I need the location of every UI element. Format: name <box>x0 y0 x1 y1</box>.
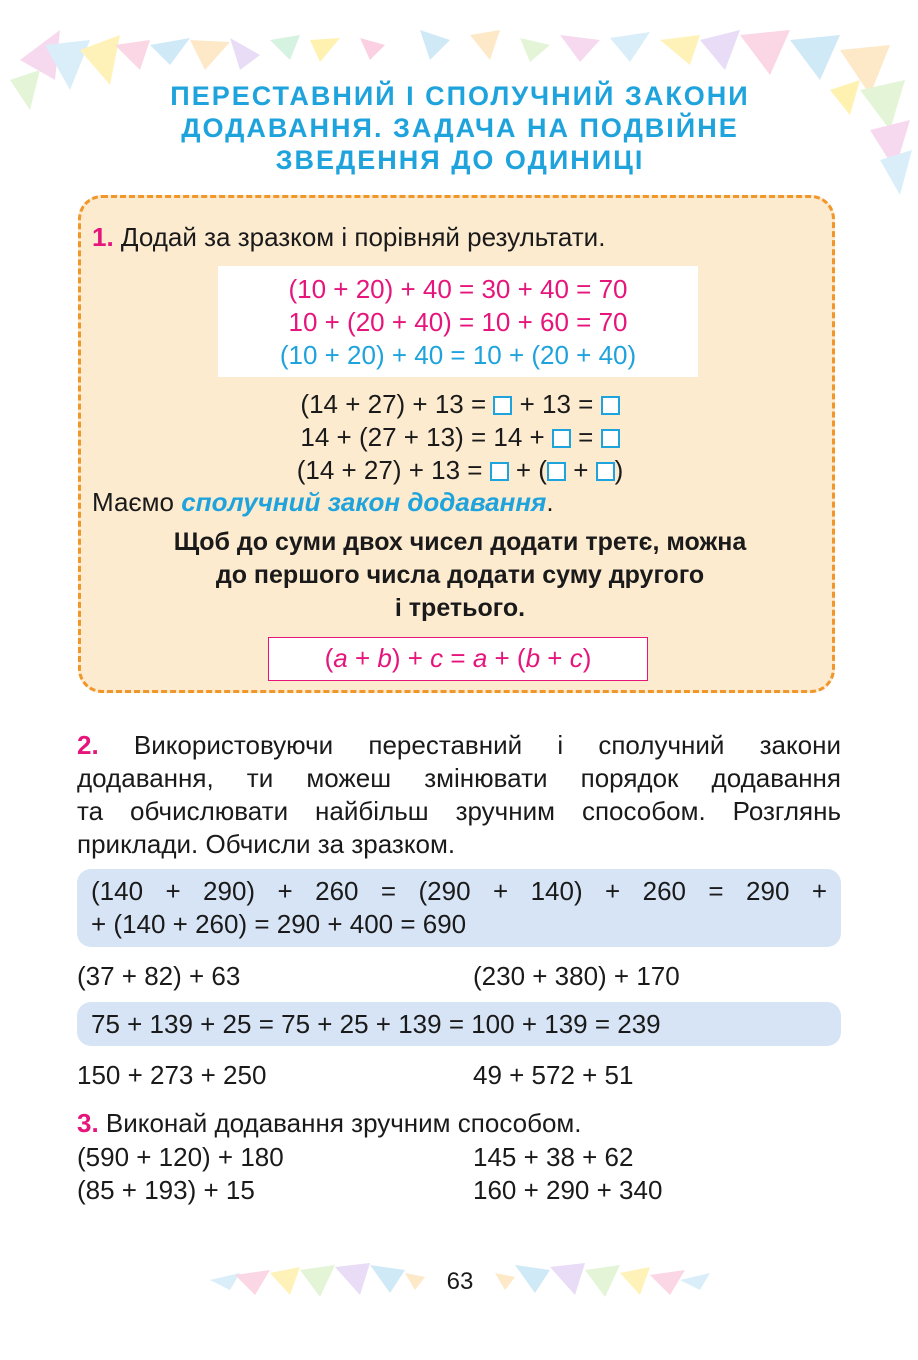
equation-2 <box>90 421 830 454</box>
task-2-line-4: приклади. Обчисли за зразком. <box>77 829 456 859</box>
rule-line-3: і третього. <box>394 594 526 622</box>
answer-box[interactable] <box>601 429 620 448</box>
law-statement <box>92 487 554 518</box>
task-2-line-1: 2. Використовуючи переставний і сполучний закони <box>77 730 841 760</box>
law-name: сполучний закон додавання <box>181 487 547 517</box>
example-1-line-1: (140 + 290) + 260 = (290 + 140) + 260 = 290 + <box>91 876 827 906</box>
equation-3-part-b: + ( <box>508 455 547 485</box>
exercise-2-d: 49 + 572 + 51 <box>473 1060 634 1090</box>
sample-line-3: (10 + 20) + 40 = 10 + (20 + 40) <box>279 340 637 370</box>
task-1-heading <box>92 222 605 253</box>
task-1-sample <box>218 266 698 377</box>
task-2-text <box>77 729 841 861</box>
exercise-3-a: (590 + 120) + 180 <box>77 1142 284 1172</box>
equation-1-part-b: + 13 = <box>512 389 601 419</box>
exercise-2-a: (37 + 82) + 63 <box>77 961 241 991</box>
answer-box[interactable] <box>601 396 620 415</box>
law-prefix: Маємо <box>92 487 182 517</box>
example-1-line-2: + (140 + 260) = 290 + 400 = 690 <box>91 909 467 939</box>
exercise-3-d: 160 + 290 + 340 <box>473 1175 663 1205</box>
sample-line-2: 10 + (20 + 40) = 10 + 60 = 70 <box>288 307 628 337</box>
task-1-number: 1. <box>92 222 114 252</box>
equation-1 <box>90 388 830 421</box>
task-1-text: Додай за зразком і порівняй результати. <box>120 222 606 252</box>
task-3-number: 3. <box>77 1108 99 1138</box>
associative-formula: (a + b) + c = a + (b + c) <box>268 637 648 681</box>
rule-line-2: до першого числа додати суму другого <box>215 561 705 589</box>
answer-box[interactable] <box>490 462 509 481</box>
exercise-3-b: 145 + 38 + 62 <box>473 1142 634 1172</box>
page-number: 63 <box>446 1268 474 1295</box>
rule-text <box>90 526 830 625</box>
answer-box[interactable] <box>596 462 615 481</box>
sample-line-1: (10 + 20) + 40 = 30 + 40 = 70 <box>288 274 628 304</box>
exercise-2-c: 150 + 273 + 250 <box>77 1060 267 1090</box>
task-2-example-1 <box>77 869 841 947</box>
equation-3-part-a: (14 + 27) + 13 = <box>296 455 490 485</box>
title-line-1: ПЕРЕСТАВНИЙ І СПОЛУЧНИЙ ЗАКОНИ <box>170 81 750 111</box>
equation-3-part-c: + <box>565 455 596 485</box>
task-2-number: 2. <box>77 730 99 760</box>
task-2-line-3: та обчислювати найбільш зручним способом. Розглянь <box>77 796 841 826</box>
answer-box[interactable] <box>547 462 566 481</box>
page-title <box>60 80 860 176</box>
rule-line-1: Щоб до суми двох чисел додати третє, можна <box>173 528 747 556</box>
task-3-heading <box>77 1108 582 1139</box>
task-3-text: Виконай додавання зручним способом. <box>98 1108 582 1138</box>
task-2-example-2: 75 + 139 + 25 = 75 + 25 + 139 = 100 + 139 = 239 <box>77 1002 841 1046</box>
equation-3 <box>90 454 830 487</box>
equation-1-part-a: (14 + 27) + 13 = <box>300 389 494 419</box>
law-suffix: . <box>546 487 554 517</box>
equation-2-part-b: = <box>570 422 601 452</box>
title-line-2: ДОДАВАННЯ. ЗАДАЧА НА ПОДВІЙНЕ <box>181 113 739 143</box>
exercise-3-c: (85 + 193) + 15 <box>77 1175 255 1205</box>
answer-box[interactable] <box>493 396 512 415</box>
answer-box[interactable] <box>552 429 571 448</box>
task-2-line-2: додавання, ти можеш змінювати порядок додавання <box>77 763 841 793</box>
equation-2-part-a: 14 + (27 + 13) = 14 + <box>300 422 552 452</box>
title-line-3: ЗВЕДЕННЯ ДО ОДИНИЦІ <box>275 145 645 175</box>
exercise-2-b: (230 + 380) + 170 <box>473 961 680 991</box>
task-1-equations <box>90 388 830 487</box>
equation-3-part-d: ) <box>614 455 624 485</box>
